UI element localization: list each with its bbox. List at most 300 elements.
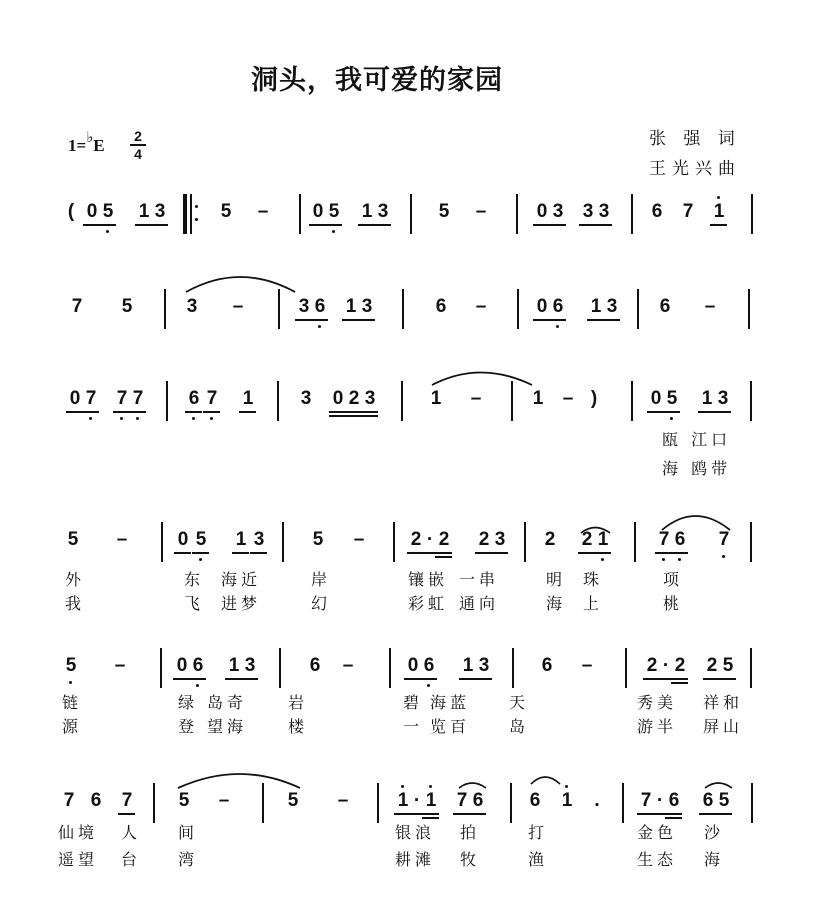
- note: 0: [69, 388, 81, 409]
- barline: [377, 783, 379, 823]
- note: –: [218, 790, 230, 811]
- note: 3: [298, 296, 310, 317]
- barline: [516, 194, 518, 234]
- note: 3: [244, 655, 256, 676]
- barline: [161, 522, 163, 562]
- lyric-text: 金色: [637, 823, 678, 842]
- note: 3: [478, 655, 490, 676]
- barline: [512, 648, 514, 688]
- note: 3: [606, 296, 618, 317]
- note: 6: [674, 529, 686, 550]
- note: –: [581, 655, 593, 676]
- note: 3: [717, 388, 729, 409]
- underline-beam: [665, 813, 682, 815]
- underline-beam: [703, 678, 720, 680]
- lyric-text: 楼: [288, 717, 309, 736]
- note: 7: [116, 388, 128, 409]
- note: 7: [71, 296, 83, 317]
- lyric-text: 打: [528, 823, 549, 842]
- lyric-text: 彩虹: [408, 594, 449, 613]
- note: 1: [462, 655, 474, 676]
- low-octave-dot: [678, 558, 681, 561]
- lyric-text: 瓯 江口: [662, 430, 732, 449]
- note: 6: [90, 790, 102, 811]
- key-letter: E: [93, 136, 105, 155]
- underline-beam: [82, 411, 99, 413]
- barline: [751, 194, 753, 234]
- low-octave-dot: [106, 230, 109, 233]
- note: 0: [332, 388, 344, 409]
- note: 0: [86, 201, 98, 222]
- underline-beam: [192, 552, 209, 554]
- lyric-text: 珠: [583, 570, 604, 589]
- barline: [622, 783, 624, 823]
- slur: [178, 774, 300, 788]
- lyric-text: 东: [184, 570, 205, 589]
- lyric-text: 天: [509, 693, 530, 712]
- note: 1: [561, 790, 573, 811]
- underline-beam: [329, 411, 346, 413]
- note: 5: [666, 388, 678, 409]
- note: 5: [178, 790, 190, 811]
- note: 3: [300, 388, 312, 409]
- note: –: [475, 296, 487, 317]
- barline: [524, 522, 526, 562]
- lyric-text: 牧: [460, 850, 481, 869]
- note: ·: [662, 655, 670, 676]
- time-signature: [130, 129, 146, 161]
- underline-beam: [579, 224, 596, 226]
- note: 2: [646, 655, 658, 676]
- barline: [153, 783, 155, 823]
- underline-beam: [129, 411, 146, 413]
- note: 6: [192, 655, 204, 676]
- note: 7: [640, 790, 652, 811]
- lyric-text: 望海: [207, 717, 248, 736]
- lyric-text: 沙: [704, 823, 725, 842]
- note: (: [67, 201, 75, 222]
- lyric-text: 我: [65, 594, 86, 613]
- note: –: [116, 529, 128, 550]
- lyric-text: 碧: [403, 693, 424, 712]
- note: ·: [426, 529, 434, 550]
- lyric-text: 秀美: [637, 693, 678, 712]
- note: –: [562, 388, 574, 409]
- note: 3: [154, 201, 166, 222]
- barline: [278, 289, 280, 329]
- lyric-text: 海 鸥带: [662, 459, 732, 478]
- note: 2: [544, 529, 556, 550]
- low-octave-dot: [670, 417, 673, 420]
- barline: [262, 783, 264, 823]
- lyric-text: 生态: [637, 850, 678, 869]
- note: 6: [702, 790, 714, 811]
- note: 1: [345, 296, 357, 317]
- underline-beam: [587, 319, 604, 321]
- lyric-text: 明: [546, 570, 567, 589]
- note: 7: [718, 529, 730, 550]
- note: –: [232, 296, 244, 317]
- note: 6: [472, 790, 484, 811]
- note: 7: [682, 201, 694, 222]
- note: 1: [430, 388, 442, 409]
- note: 1: [397, 790, 409, 811]
- lyric-text: 渔: [528, 850, 549, 869]
- low-octave-dot: [722, 555, 725, 558]
- underline-beam: [361, 415, 378, 417]
- low-octave-dot: [556, 325, 559, 328]
- barline: [164, 289, 166, 329]
- note: –: [114, 655, 126, 676]
- note: 2: [581, 529, 593, 550]
- barline: [637, 289, 639, 329]
- note: 2: [674, 655, 686, 676]
- underline-beam: [329, 415, 346, 417]
- lyric-text: 进梦: [221, 594, 262, 613]
- low-octave-dot: [318, 325, 321, 328]
- note: 1: [361, 201, 373, 222]
- high-octave-dot: [717, 196, 720, 199]
- note: 0: [177, 529, 189, 550]
- barline: [751, 783, 753, 823]
- lyric-text: 一串: [459, 570, 500, 589]
- low-octave-dot: [210, 417, 213, 420]
- underline-beam: [491, 552, 508, 554]
- barline: [393, 522, 395, 562]
- note: 7: [85, 388, 97, 409]
- note: 7: [206, 388, 218, 409]
- note: 0: [176, 655, 188, 676]
- note: ): [590, 388, 598, 409]
- note: 3: [552, 201, 564, 222]
- slur: [705, 783, 732, 788]
- low-octave-dot: [89, 417, 92, 420]
- underline-beam: [710, 224, 727, 226]
- song-title: 洞头，我可爱的家园: [251, 65, 503, 96]
- barline: [389, 648, 391, 688]
- composer-credit: 王光兴曲: [649, 159, 741, 179]
- underline-beam: [345, 411, 362, 413]
- lyric-text: 外: [65, 570, 86, 589]
- low-octave-dot: [120, 417, 123, 420]
- note: 5: [722, 655, 734, 676]
- note: 1: [590, 296, 602, 317]
- note: 1: [532, 388, 544, 409]
- lyric-text: 镶嵌: [408, 570, 449, 589]
- underline-beam: [99, 224, 116, 226]
- underline-beam: [66, 411, 83, 413]
- lyric-text: 桃: [663, 594, 684, 613]
- underline-beam: [404, 678, 421, 680]
- note: 5: [438, 201, 450, 222]
- note: ·: [656, 790, 664, 811]
- low-octave-dot: [199, 558, 202, 561]
- note: 5: [718, 790, 730, 811]
- barline: [750, 522, 752, 562]
- underline-beam: [325, 224, 342, 226]
- underline-beam: [295, 319, 312, 321]
- note: 1: [425, 790, 437, 811]
- slur: [531, 777, 560, 784]
- underline-beam: [647, 411, 664, 413]
- underline-beam: [118, 813, 135, 815]
- underline-beam: [113, 411, 130, 413]
- lyric-text: 海: [546, 594, 567, 613]
- underline-beam: [358, 319, 375, 321]
- barline: [279, 648, 281, 688]
- lyric-text: 飞: [184, 594, 205, 613]
- note: ·: [413, 790, 421, 811]
- lyricist-credit: 张 强 词: [649, 129, 741, 149]
- time-numerator: 2: [134, 128, 142, 144]
- lyric-text: 岸: [311, 570, 332, 589]
- lyric-text: 银浪: [395, 823, 436, 842]
- lyric-text: 遥望: [58, 850, 99, 869]
- underline-beam: [671, 682, 688, 684]
- note: 6: [435, 296, 447, 317]
- note: 6: [651, 201, 663, 222]
- barline: [748, 289, 750, 329]
- barline: [631, 194, 633, 234]
- underline-beam: [422, 817, 439, 819]
- underline-beam: [671, 678, 688, 680]
- low-octave-dot: [136, 417, 139, 420]
- underline-beam: [342, 319, 359, 321]
- underline-beam: [435, 552, 452, 554]
- underline-beam: [719, 678, 736, 680]
- underline-beam: [173, 678, 190, 680]
- lyric-text: 上: [583, 594, 604, 613]
- note: 3: [361, 296, 373, 317]
- underline-beam: [533, 319, 550, 321]
- note: .: [594, 790, 600, 811]
- note: 0: [312, 201, 324, 222]
- underline-beam: [309, 224, 326, 226]
- lyric-text: 通向: [459, 594, 500, 613]
- underline-beam: [714, 411, 731, 413]
- note: 6: [529, 790, 541, 811]
- barline: [166, 381, 168, 421]
- slur: [459, 783, 486, 788]
- note: 2: [478, 529, 490, 550]
- key-signature: [68, 130, 105, 156]
- note: 2: [348, 388, 360, 409]
- lyric-text: 项: [663, 570, 684, 589]
- lyric-text: 仙境: [58, 823, 99, 842]
- underline-beam: [469, 813, 486, 815]
- time-denominator: 4: [134, 146, 142, 162]
- note: 0: [536, 201, 548, 222]
- underline-beam: [83, 224, 100, 226]
- underline-beam: [578, 552, 595, 554]
- note: 7: [658, 529, 670, 550]
- note: 5: [312, 529, 324, 550]
- note: 7: [132, 388, 144, 409]
- repeat-dot: [195, 218, 198, 221]
- underline-beam: [475, 552, 492, 554]
- note: 1: [713, 201, 725, 222]
- note: –: [704, 296, 716, 317]
- low-octave-dot: [69, 681, 72, 684]
- barline: [410, 194, 412, 234]
- repeat-start-thin: [190, 194, 192, 234]
- note: 3: [598, 201, 610, 222]
- note: 1: [597, 529, 609, 550]
- underline-beam: [361, 411, 378, 413]
- lyric-text: 屏山: [703, 717, 744, 736]
- underline-beam: [241, 678, 258, 680]
- barline: [750, 381, 752, 421]
- barline: [401, 381, 403, 421]
- note: 7: [121, 790, 133, 811]
- low-octave-dot: [601, 558, 604, 561]
- lyric-text: 间: [178, 823, 199, 842]
- lyric-text: 源: [62, 717, 83, 736]
- note: –: [337, 790, 349, 811]
- underline-beam: [358, 224, 375, 226]
- note: 1: [242, 388, 254, 409]
- low-octave-dot: [332, 230, 335, 233]
- underline-beam: [533, 224, 550, 226]
- note: 6: [552, 296, 564, 317]
- note: 2: [410, 529, 422, 550]
- lyric-text: 岛奇: [207, 693, 248, 712]
- lyric-text: 一: [403, 717, 424, 736]
- underline-beam: [250, 552, 267, 554]
- note: 1: [138, 201, 150, 222]
- underline-beam: [459, 678, 476, 680]
- note: 3: [364, 388, 376, 409]
- underline-beam: [435, 556, 452, 558]
- underline-beam: [203, 411, 220, 413]
- note: –: [353, 529, 365, 550]
- repeat-dot: [195, 205, 198, 208]
- underline-beam: [549, 224, 566, 226]
- lyric-text: 耕滩: [395, 850, 436, 869]
- lyric-text: 拍: [460, 823, 481, 842]
- note: 0: [650, 388, 662, 409]
- lyric-text: 海: [704, 850, 725, 869]
- barline: [517, 289, 519, 329]
- high-octave-dot: [401, 785, 404, 788]
- underline-beam: [239, 411, 256, 413]
- underline-beam: [595, 224, 612, 226]
- barline: [511, 381, 513, 421]
- underline-beam: [665, 817, 682, 819]
- note: 0: [536, 296, 548, 317]
- barline: [750, 648, 752, 688]
- barline: [277, 381, 279, 421]
- note: 1: [228, 655, 240, 676]
- note: –: [470, 388, 482, 409]
- key-prefix: 1=: [68, 136, 87, 155]
- note: 3: [494, 529, 506, 550]
- note: 3: [186, 296, 198, 317]
- note: 2: [438, 529, 450, 550]
- lyric-text: 祥和: [703, 693, 744, 712]
- underline-beam: [594, 552, 611, 554]
- underline-beam: [655, 552, 672, 554]
- underline-beam: [715, 813, 732, 815]
- underline-beam: [189, 678, 206, 680]
- underline-beam: [174, 552, 191, 554]
- note: 1: [701, 388, 713, 409]
- note: 3: [582, 201, 594, 222]
- note: 3: [377, 201, 389, 222]
- flat-sign: ♭: [86, 130, 94, 146]
- underline-beam: [420, 678, 437, 680]
- note: 0: [407, 655, 419, 676]
- note: 5: [121, 296, 133, 317]
- note: 6: [541, 655, 553, 676]
- note: 5: [65, 655, 77, 676]
- slur: [662, 516, 730, 530]
- note: 5: [67, 529, 79, 550]
- note: 1: [235, 529, 247, 550]
- lyric-text: 绿: [178, 693, 199, 712]
- lyric-text: 登: [178, 717, 199, 736]
- slur: [432, 373, 532, 386]
- high-octave-dot: [565, 785, 568, 788]
- high-octave-dot: [429, 785, 432, 788]
- lyric-text: 岛: [509, 717, 530, 736]
- barline: [634, 522, 636, 562]
- repeat-start-thick: [183, 194, 187, 234]
- underline-beam: [225, 678, 242, 680]
- barline: [402, 289, 404, 329]
- barline: [631, 381, 633, 421]
- note: 5: [102, 201, 114, 222]
- lyric-text: 链: [62, 693, 83, 712]
- note: –: [475, 201, 487, 222]
- low-octave-dot: [662, 558, 665, 561]
- underline-beam: [345, 415, 362, 417]
- barline: [510, 783, 512, 823]
- lyric-text: 岩: [288, 693, 309, 712]
- underline-beam: [663, 411, 680, 413]
- underline-beam: [185, 411, 202, 413]
- note: 6: [188, 388, 200, 409]
- note: –: [257, 201, 269, 222]
- note: 6: [668, 790, 680, 811]
- barline: [299, 194, 301, 234]
- underline-beam: [549, 319, 566, 321]
- note: 6: [659, 296, 671, 317]
- barline: [625, 648, 627, 688]
- barline: [160, 648, 162, 688]
- lyric-text: 览百: [430, 717, 471, 736]
- low-octave-dot: [196, 684, 199, 687]
- note: 6: [309, 655, 321, 676]
- note: 3: [253, 529, 265, 550]
- lyric-text: 海近: [221, 570, 262, 589]
- underline-beam: [475, 678, 492, 680]
- underline-beam: [699, 813, 716, 815]
- note: 7: [63, 790, 75, 811]
- underline-beam: [135, 224, 152, 226]
- underline-beam: [671, 552, 688, 554]
- underline-beam: [422, 813, 439, 815]
- note: 5: [287, 790, 299, 811]
- lyric-text: 人: [121, 823, 142, 842]
- lyric-text: 游半: [637, 717, 678, 736]
- lyric-text: 台: [121, 850, 142, 869]
- note: 5: [328, 201, 340, 222]
- note: –: [342, 655, 354, 676]
- lyric-text: 湾: [178, 850, 199, 869]
- lyric-text: 海蓝: [430, 693, 471, 712]
- note: 6: [314, 296, 326, 317]
